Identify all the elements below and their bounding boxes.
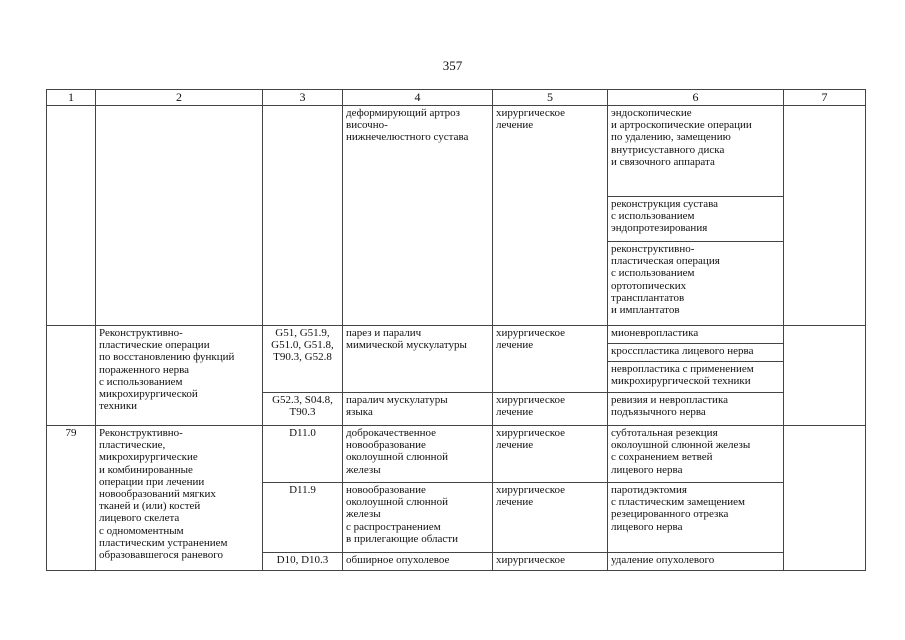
column-header: 2 (96, 90, 263, 106)
treatment-type-cell: хирургическое лечение (493, 106, 608, 326)
row-number-cell (47, 106, 96, 326)
column-header: 7 (784, 90, 866, 106)
extra-cell (784, 106, 866, 326)
method-cell: невропластика с применением микрохирургической техники (608, 362, 784, 393)
diagnosis-cell: обширное опухолевое (343, 553, 493, 571)
icd-codes-cell: D11.0 (263, 426, 343, 483)
icd-codes-cell: D11.9 (263, 483, 343, 553)
procedure-name-cell (96, 106, 263, 326)
method-cell: кросспластика лицевого нерва (608, 344, 784, 362)
method-cell: ревизия и невропластика подъязычного нерва (608, 393, 784, 426)
treatment-type-cell: хирургическое лечение (493, 426, 608, 483)
page-number: 357 (442, 58, 463, 73)
column-header: 6 (608, 90, 784, 106)
method-cell: эндоскопические и артроскопические операции по удалению, замещению внутрисуставного диска и связочного аппарата (608, 106, 784, 197)
diagnosis-cell: новообразование околоушной слюнной железы с распространением в прилегающие области (343, 483, 493, 553)
treatment-type-cell: хирургическое лечение (493, 483, 608, 553)
column-header-row (47, 90, 866, 106)
extra-cell (784, 426, 866, 571)
method-cell: субтотальная резекция околоушной слюнной железы с сохранением ветвей лицевого нерва (608, 426, 784, 483)
diagnosis-cell: деформирующий артроз височно- нижнечелюстного сустава (343, 106, 493, 326)
icd-codes-cell: D10, D10.3 (263, 553, 343, 571)
column-header: 5 (493, 90, 608, 106)
table-row (47, 106, 866, 197)
method-cell: реконструктивно- пластическая операция с использованием ортотопических трансплантатов и имплантатов (608, 242, 784, 326)
procedure-name-cell: Реконструктивно- пластические операции по восстановлению функций пораженного нерва с использованием микрохирургической техники (96, 326, 263, 426)
icd-codes-cell (263, 106, 343, 326)
table-row (47, 426, 866, 483)
row-number-cell (47, 326, 96, 426)
treatment-table (46, 89, 866, 571)
extra-cell (784, 326, 866, 426)
icd-codes-cell: G51, G51.9, G51.0, G51.8, T90.3, G52.8 (263, 326, 343, 393)
method-cell: мионевропластика (608, 326, 784, 344)
column-header: 4 (343, 90, 493, 106)
procedure-name-cell: Реконструктивно- пластические, микрохирургические и комбинированные операции при лечении новообразований мягких тканей и (или) костей лицевого скелета с одномоментным пластическим устранением образовавшегося раневого (96, 426, 263, 571)
diagnosis-cell: паралич мускулатуры языка (343, 393, 493, 426)
icd-codes-cell: G52.3, S04.8, T90.3 (263, 393, 343, 426)
method-cell: паротидэктомия с пластическим замещением резецированного отрезка лицевого нерва (608, 483, 784, 553)
diagnosis-cell: парез и паралич мимической мускулатуры (343, 326, 493, 393)
method-cell: удаление опухолевого (608, 553, 784, 571)
treatment-type-cell: хирургическое лечение (493, 393, 608, 426)
column-header: 1 (47, 90, 96, 106)
method-cell: реконструкция сустава с использованием эндопротезирования (608, 197, 784, 242)
row-number-cell: 79 (47, 426, 96, 571)
diagnosis-cell: доброкачественное новообразование околоушной слюнной железы (343, 426, 493, 483)
table-row (47, 326, 866, 344)
treatment-type-cell: хирургическое лечение (493, 326, 608, 393)
column-header: 3 (263, 90, 343, 106)
treatment-type-cell: хирургическое (493, 553, 608, 571)
